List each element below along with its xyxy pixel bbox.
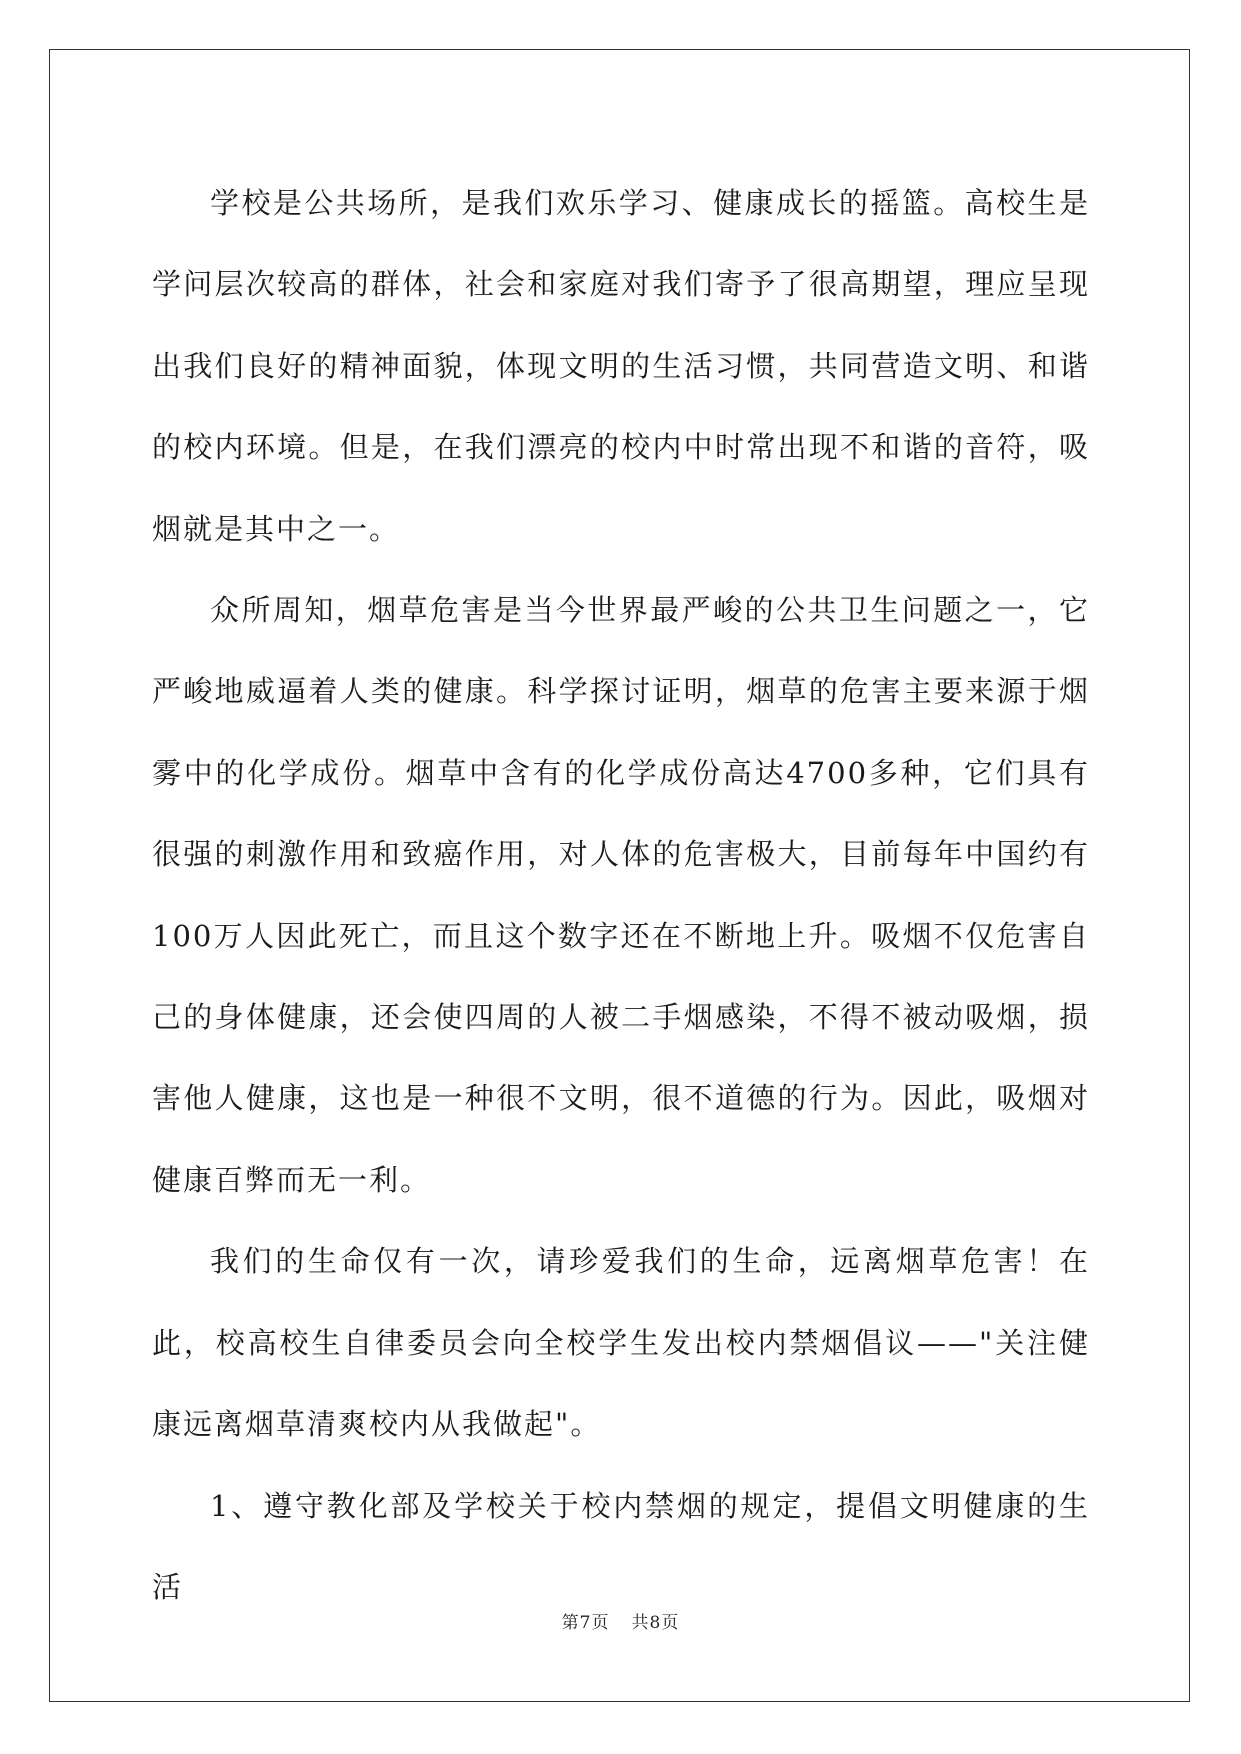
page-number: 第7页 (561, 1613, 610, 1633)
paragraph-campus: 学校是公共场所，是我们欢乐学习、健康成长的摇篮。高校生是学问层次较高的群体，社会和家庭对我们寄予了很高期望，理应呈现出我们良好的精神面貌，体现文明的生活习惯，共同营造文明、和谐的校内环境。但是，在我们漂亮的校内中时常出现不和谐的音符，吸烟就是其中之一。 (152, 186, 1090, 546)
document-body (152, 163, 1090, 1628)
paragraph-tobacco-harm: 众所周知，烟草危害是当今世界最严峻的公共卫生问题之一，它严峻地威逼着人类的健康。科学探讨证明，烟草的危害主要来源于烟雾中的化学成份。烟草中含有的化学成份高达4700多种，它们具有很强的刺激作用和致癌作用，对人体的危害极大，目前每年中国约有100万人因此死亡，而且这个数字还在不断地上升。吸烟不仅危害自己的身体健康，还会使四周的人被二手烟感染，不得不被动吸烟，损害他人健康，这也是一种很不文明，很不道德的行为。因此，吸烟对健康百弊而无一利。 (152, 593, 1090, 1197)
paragraph-item-1: 1、遵守教化部及学校关于校内禁烟的规定，提倡文明健康的生活 (152, 1488, 1090, 1604)
paragraph-initiative: 我们的生命仅有一次，请珍爱我们的生命，远离烟草危害！在此，校高校生自律委员会向全校学生发出校内禁烟倡议——"关注健康远离烟草清爽校内从我做起"。 (152, 1244, 1090, 1442)
page-total: 共8页 (631, 1613, 680, 1633)
page-footer (0, 1608, 1241, 1633)
